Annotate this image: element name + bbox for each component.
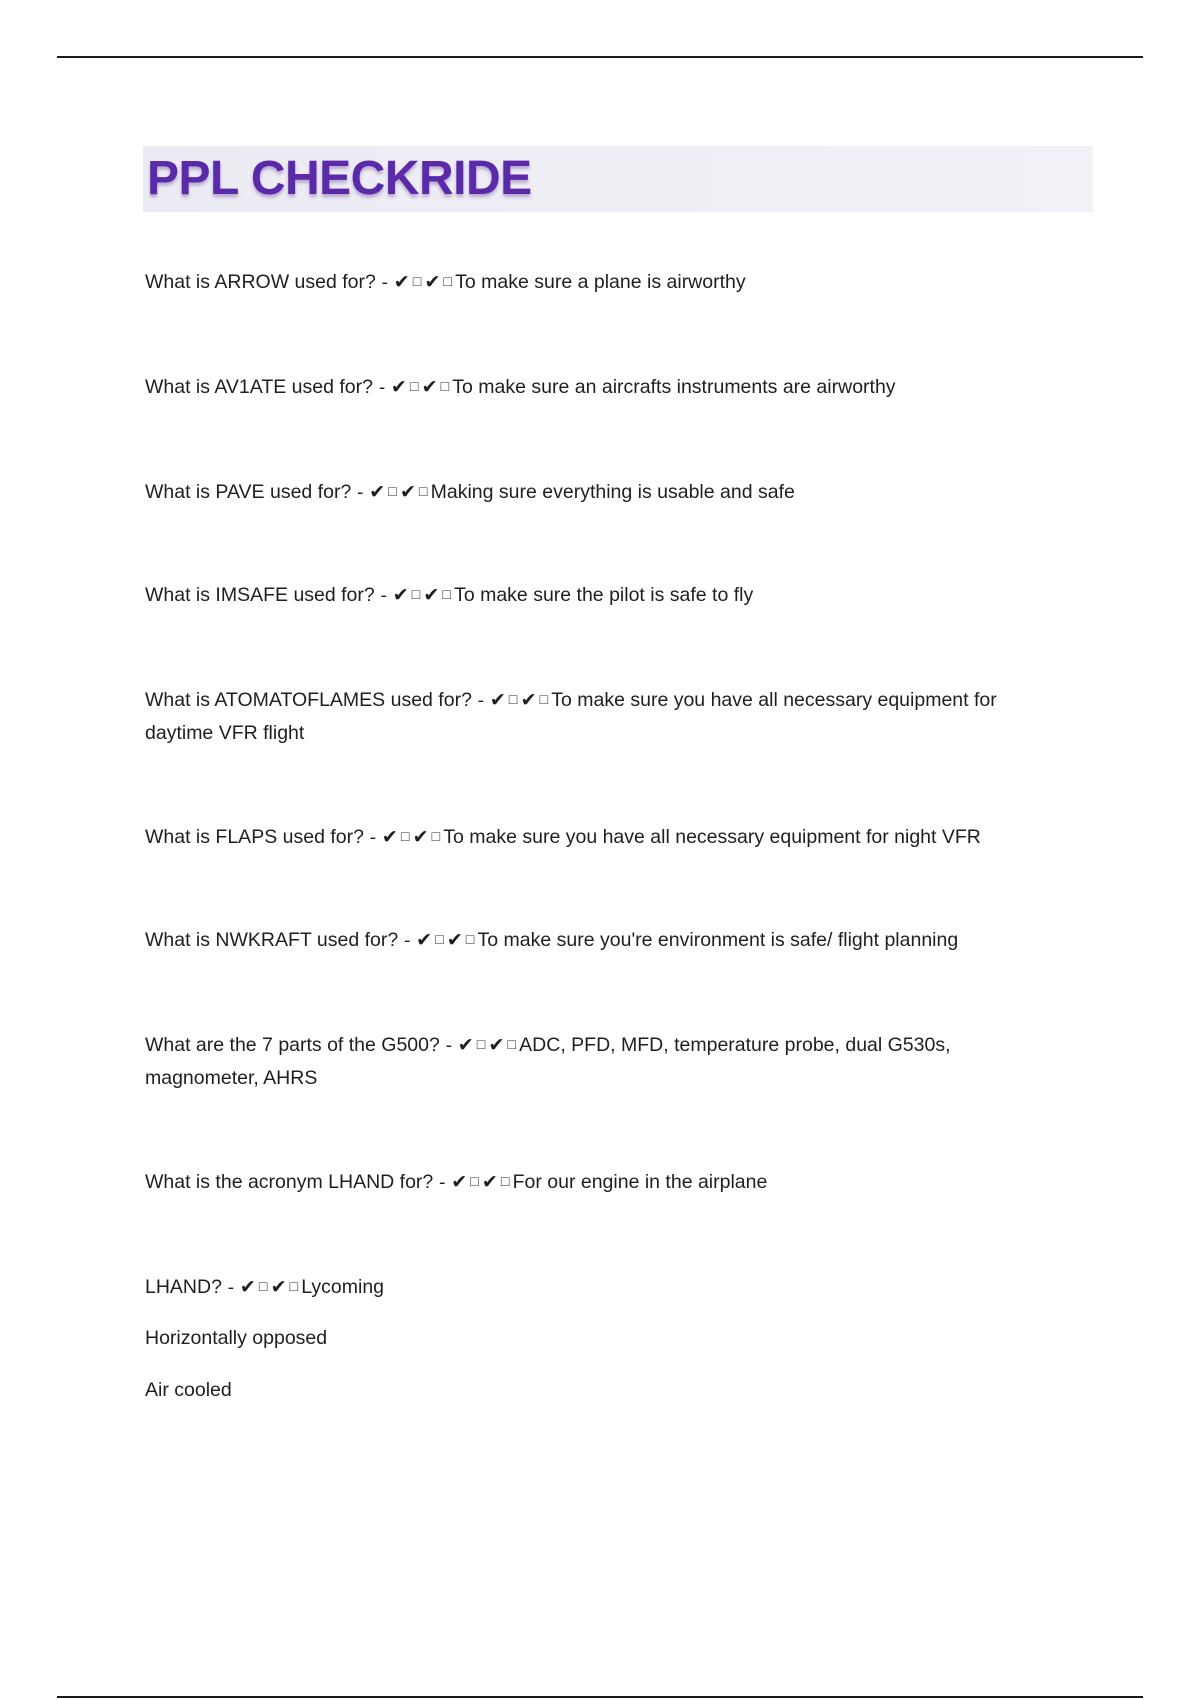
separator: -: [398, 930, 417, 951]
separator: -: [363, 827, 382, 848]
check-icon: ✔: [424, 271, 441, 293]
answer-text: To make sure you're environment is safe/ flight planning: [477, 929, 959, 951]
qa-item: [145, 684, 1045, 749]
check-icon: ✔: [270, 1276, 287, 1298]
answer-text: To make sure an aircrafts instruments are airworthy: [452, 376, 896, 398]
checkbox-icon: ☐: [387, 485, 398, 499]
checkbox-icon: ☐: [469, 1175, 480, 1189]
checkbox-icon: ☐: [538, 693, 550, 707]
check-icon: ✔: [390, 376, 407, 398]
check-icon: ✔: [457, 1034, 474, 1056]
separator: -: [221, 1277, 240, 1298]
qa-item: [145, 266, 1045, 299]
checkbox-icon: ☐: [499, 1175, 511, 1189]
checkbox-icon: ☐: [434, 933, 445, 947]
top-rule: [57, 56, 1143, 58]
answer-text: Lycoming: [301, 1276, 385, 1298]
checkbox-icon: ☐: [411, 275, 423, 289]
page-title: PPL CHECKRIDE: [147, 152, 532, 205]
question-text: What is AV1ATE used for?: [145, 376, 373, 398]
title-banner: [143, 146, 1093, 212]
question-text: What is ARROW used for?: [145, 271, 376, 293]
check-icon: ✔: [239, 1276, 256, 1298]
check-icon: ✔: [520, 689, 537, 711]
answer-text: To make sure you have all necessary equipment for night VFR: [443, 826, 981, 848]
answer-text: To make sure you have all necessary equipment for daytime VFR flight: [145, 689, 997, 744]
qa-item: [145, 371, 1045, 404]
check-icon: ✔: [399, 481, 416, 503]
checkbox-icon: ☐: [399, 830, 411, 844]
separator: -: [375, 272, 394, 293]
checkbox-icon: ☐: [430, 830, 442, 844]
checkbox-icon: ☐: [288, 1280, 300, 1294]
check-icon: ✔: [423, 584, 440, 606]
check-icon: ✔: [392, 584, 409, 606]
check-icon: ✔: [412, 826, 429, 848]
check-icon: ✔: [393, 271, 410, 293]
separator: -: [374, 585, 393, 606]
answer-continuation-line: Air cooled: [145, 1379, 232, 1401]
checkbox-icon: ☐: [408, 380, 420, 394]
checkbox-icon: ☐: [439, 380, 451, 394]
checkbox-icon: ☐: [257, 1280, 269, 1294]
answer-continuation-line: Horizontally opposed: [145, 1327, 328, 1349]
checkbox-icon: ☐: [507, 693, 519, 707]
check-icon: ✔: [481, 1171, 498, 1193]
question-text: What is NWKRAFT used for?: [145, 929, 399, 951]
qa-item: [145, 924, 1045, 957]
question-text: What is the acronym LHAND for?: [145, 1171, 434, 1193]
separator: -: [351, 482, 370, 503]
check-icon: ✔: [381, 826, 398, 848]
separator: -: [372, 377, 391, 398]
answer-text: To make sure a plane is airworthy: [455, 271, 746, 293]
check-icon: ✔: [488, 1034, 505, 1056]
checkbox-icon: ☐: [464, 933, 476, 947]
checkbox-icon: ☐: [442, 275, 454, 289]
checkbox-icon: ☐: [441, 588, 453, 602]
question-text: LHAND?: [145, 1276, 222, 1298]
qa-item: [145, 476, 1045, 509]
qa-item: [145, 821, 1045, 854]
answer-text: ADC, PFD, MFD, temperature probe, dual G530s, magnometer, AHRS: [145, 1034, 951, 1089]
separator: -: [471, 690, 490, 711]
bottom-rule: [57, 1696, 1143, 1698]
qa-item: [145, 1271, 1045, 1304]
answer-text: To make sure the pilot is safe to fly: [454, 584, 754, 606]
check-icon: ✔: [416, 929, 433, 951]
answer-text: Making sure everything is usable and safe: [430, 481, 795, 503]
checkbox-icon: ☐: [475, 1038, 487, 1052]
check-icon: ✔: [421, 376, 438, 398]
checkbox-icon: ☐: [410, 588, 422, 602]
check-icon: ✔: [489, 689, 506, 711]
checkbox-icon: ☐: [417, 485, 429, 499]
question-text: What are the 7 parts of the G500?: [145, 1034, 440, 1056]
qa-item: [145, 1166, 1045, 1199]
question-text: What is ATOMATOFLAMES used for?: [145, 689, 472, 711]
separator: -: [433, 1172, 452, 1193]
question-text: What is IMSAFE used for?: [145, 584, 375, 606]
check-icon: ✔: [369, 481, 386, 503]
question-text: What is FLAPS used for?: [145, 826, 364, 848]
check-icon: ✔: [446, 929, 463, 951]
checkbox-icon: ☐: [506, 1038, 518, 1052]
separator: -: [439, 1035, 458, 1056]
question-text: What is PAVE used for?: [145, 481, 352, 503]
answer-text: For our engine in the airplane: [512, 1171, 768, 1193]
qa-item: [145, 1029, 1045, 1094]
qa-item: [145, 579, 1045, 612]
check-icon: ✔: [451, 1171, 468, 1193]
